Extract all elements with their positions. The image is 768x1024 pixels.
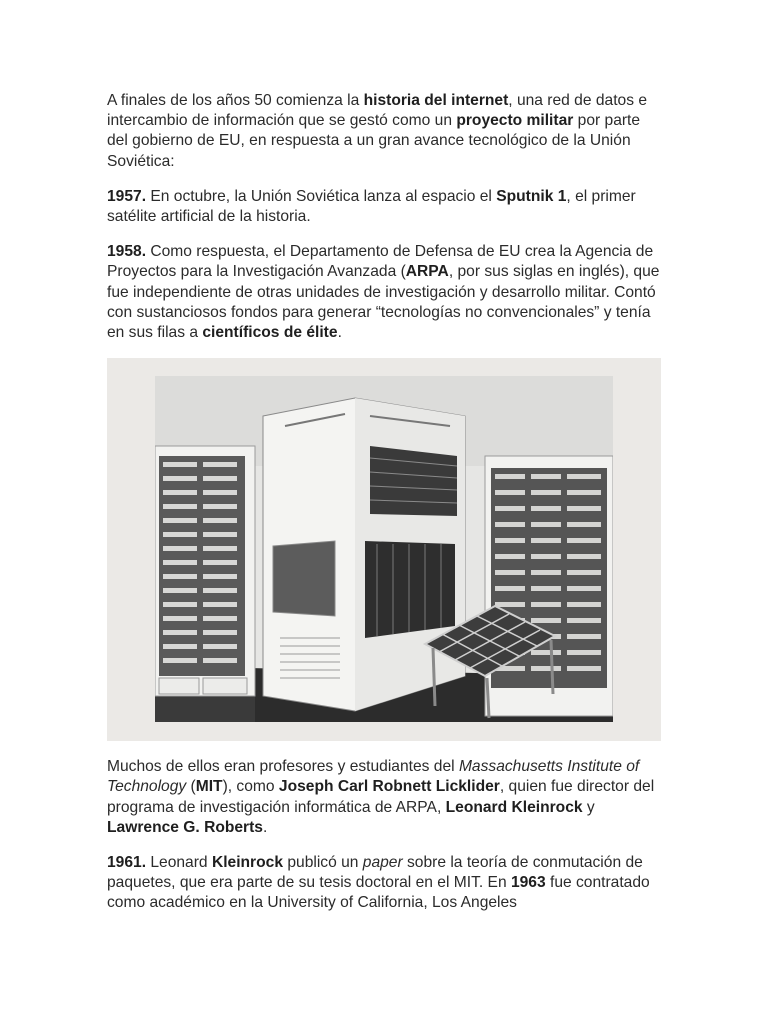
text-run: , el primer satélite artificial de la historia.	[107, 187, 636, 226]
year-label: 1961.	[107, 854, 147, 872]
italic-run: Massachusetts Institute of Technology	[107, 758, 640, 796]
text-run: Como respuesta, el Departamento de Defensa de EU crea la Agencia de Proyectos para la Investigación Avanzada (	[107, 243, 654, 281]
year-label: 1958.	[107, 243, 147, 261]
bold-run: proyecto militar	[456, 112, 574, 130]
paragraph-1961	[107, 853, 663, 914]
bold-run: Kleinrock	[211, 854, 284, 872]
text-run: por parte del gobierno de EU, en respuesta a un gran avance tecnológico de la Unión Soviética:	[107, 112, 641, 170]
paragraph-mit	[107, 757, 663, 838]
text-run: sobre la teoría de conmutación de paquetes, que era parte de su tesis doctoral en el MIT. En	[107, 854, 643, 892]
bold-run: Lawrence G. Roberts	[107, 818, 263, 836]
year-label: 1957.	[107, 187, 147, 205]
bold-run: 1963	[510, 874, 546, 892]
bold-run: ARPA	[405, 263, 449, 281]
text-run: ), como	[222, 778, 279, 796]
text-run: fue contratado como académico en la University of California, Los Angeles	[107, 874, 650, 912]
bold-run: Sputnik 1	[496, 187, 567, 205]
text-run: A finales de los años 50 comienza la	[107, 92, 364, 109]
text-run: .	[337, 324, 342, 342]
italic-run: paper	[362, 854, 403, 872]
document-page	[107, 91, 663, 929]
bold-run: Leonard Kleinrock	[445, 798, 583, 816]
text-run: (	[186, 778, 196, 796]
text-run: En octubre, la Unión Soviética lanza al espacio el	[146, 187, 497, 205]
text-run: publicó un	[283, 854, 363, 872]
bold-run: historia del internet	[363, 92, 509, 109]
bold-run: científicos de élite	[202, 324, 338, 342]
text-run: y	[582, 798, 595, 816]
text-run: , una red de datos e intercambio de información que se gestó como un	[107, 92, 648, 130]
bold-run: Joseph Carl Robnett Licklider	[278, 778, 500, 796]
text-run: Leonard	[146, 854, 212, 872]
paragraph-1958	[107, 242, 663, 343]
computer-photo	[107, 358, 661, 741]
paragraph-1957	[107, 187, 663, 227]
bold-run: MIT	[195, 778, 223, 796]
text-run: .	[262, 818, 268, 836]
text-run: Muchos de ellos eran profesores y estudiantes del	[107, 758, 459, 776]
text-run: , por sus siglas en inglés), que fue independiente de otras unidades de investigación y desarrollo militar. Contó con sustanciosos fondos para generar “tecnologías no convencionales” y tenía en sus filas a	[107, 263, 660, 342]
text-run: , quien fue director del programa de investigación informática de ARPA,	[107, 778, 655, 816]
computer-illustration	[155, 376, 613, 722]
intro-paragraph	[107, 91, 663, 172]
